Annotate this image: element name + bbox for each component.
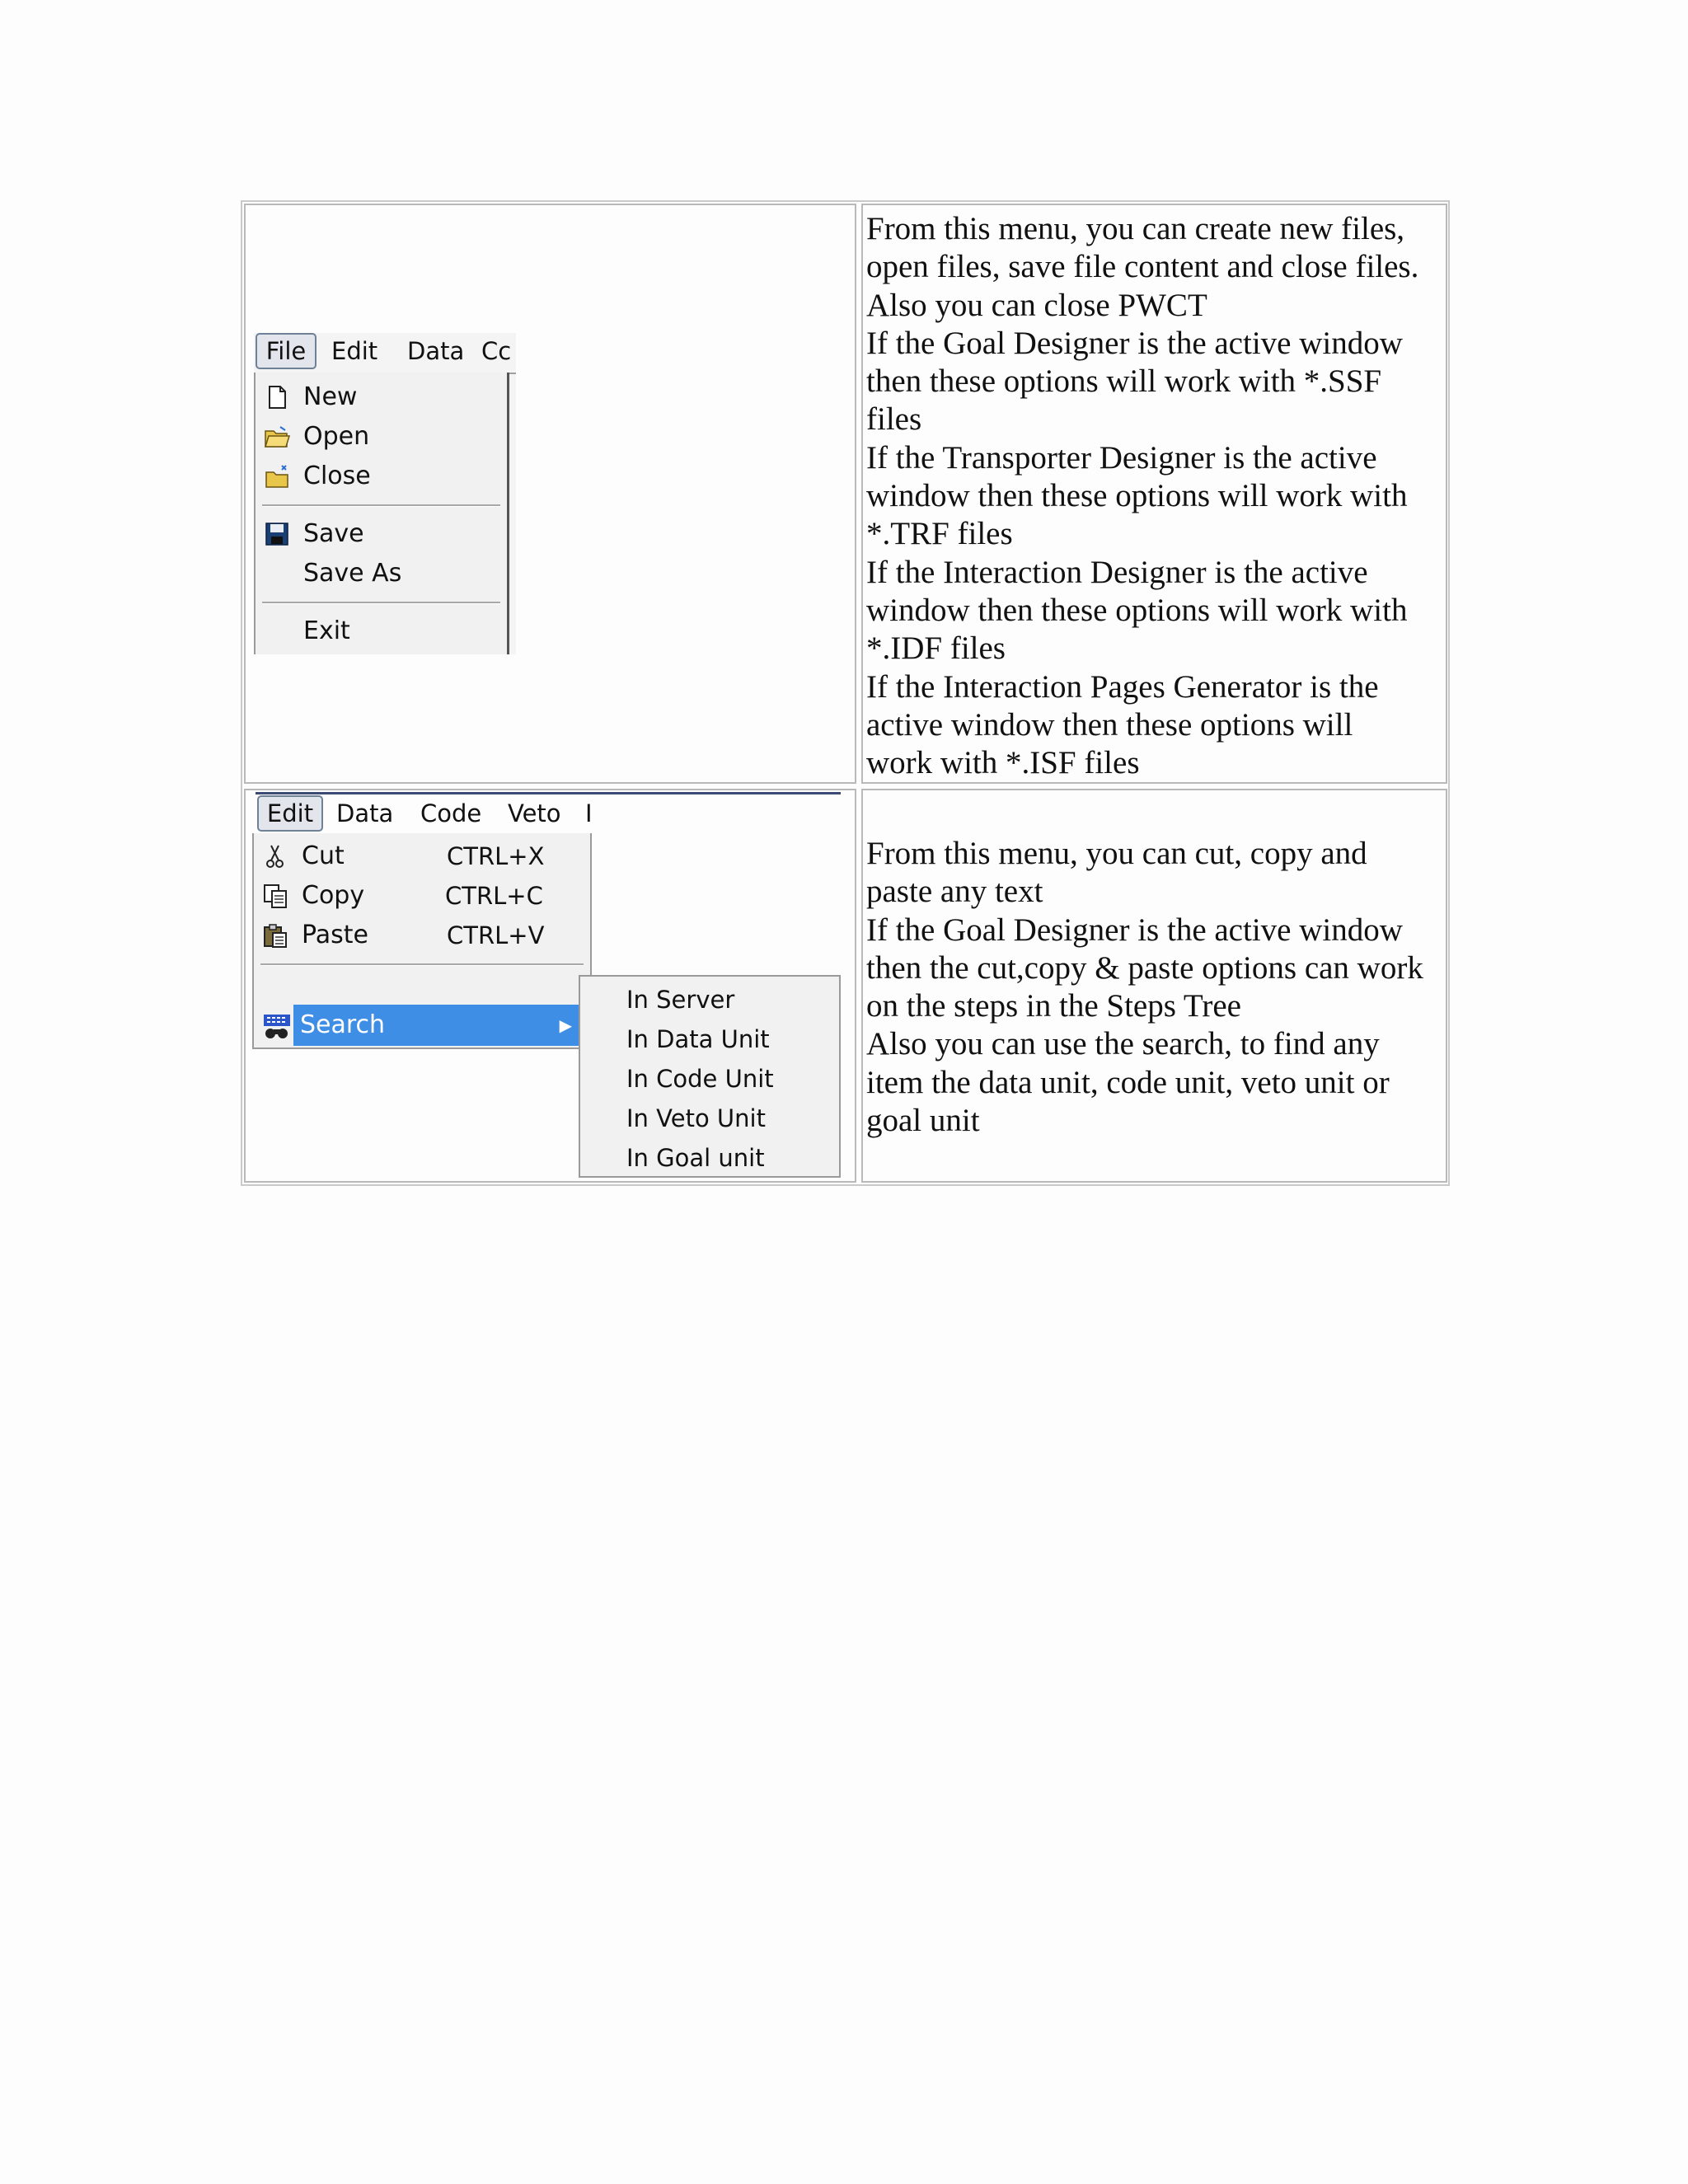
- scissors-icon: [262, 843, 288, 869]
- file-menubar: [254, 333, 516, 374]
- menubar-veto[interactable]: Veto: [508, 799, 561, 827]
- menu-item-new[interactable]: [256, 377, 507, 417]
- edit-description-line: From this menu, you can cut, copy and: [866, 836, 1367, 871]
- menu-item-label: Save: [303, 519, 364, 548]
- file-description-line: Also you can close PWCT: [866, 287, 1207, 323]
- edit-description-line: goal unit: [866, 1103, 980, 1139]
- window-frame-edge: [256, 792, 841, 794]
- menu-item-shortcut: CTRL+X: [447, 842, 545, 870]
- menubar-cut-off[interactable]: I: [585, 799, 593, 827]
- menu-item-cut[interactable]: [254, 837, 590, 876]
- menu-item-label: Paste: [302, 921, 368, 949]
- menu-item-search[interactable]: [293, 1005, 580, 1046]
- edit-description-line: paste any text: [866, 874, 1043, 910]
- edit-description-line: Also you can use the search, to find any: [866, 1026, 1380, 1062]
- file-description-line: then these options will work with *.SSF: [866, 363, 1382, 400]
- edit-description-line: on the steps in the Steps Tree: [866, 988, 1241, 1024]
- edit-menu-screenshot: [251, 792, 846, 1179]
- menubar-cc[interactable]: Cc: [481, 337, 512, 365]
- open-folder-icon: [264, 424, 290, 450]
- menu-item-label: Search: [300, 1010, 386, 1039]
- menu-item-exit[interactable]: [256, 612, 507, 651]
- search-binoculars-icon: [262, 1011, 292, 1041]
- submenu-item-in-code-unit[interactable]: In Code Unit: [626, 1065, 774, 1093]
- file-description-line: files: [866, 401, 922, 438]
- edit-dropdown-lower: [252, 1001, 580, 1049]
- menu-item-save[interactable]: [256, 514, 507, 554]
- file-description-line: If the Interaction Designer is the active: [866, 554, 1368, 590]
- edit-description-cell: [861, 789, 1447, 1183]
- file-description-line: If the Transporter Designer is the active: [866, 439, 1377, 476]
- file-description-line: If the Goal Designer is the active window: [866, 325, 1403, 361]
- file-description-cell: [861, 204, 1447, 784]
- file-description-line: *.TRF files: [866, 516, 1013, 552]
- menubar-data[interactable]: Data: [407, 337, 465, 365]
- file-description-line: From this menu, you can create new files,: [866, 211, 1405, 246]
- close-folder-icon: [264, 463, 290, 490]
- file-description-line: active window then these options will: [866, 706, 1353, 743]
- edit-menu-image-cell: [244, 789, 856, 1183]
- file-description-line: *.IDF files: [866, 630, 1006, 667]
- file-dropdown: [254, 373, 509, 654]
- paste-icon: [262, 922, 288, 949]
- copy-icon: [262, 883, 288, 909]
- menu-item-label: Copy: [302, 881, 365, 910]
- file-description-line: work with *.ISF files: [866, 745, 1140, 781]
- menu-item-label: New: [303, 382, 358, 411]
- file-description-line: window then these options will work with: [866, 592, 1408, 628]
- submenu-item-in-data-unit[interactable]: In Data Unit: [626, 1025, 770, 1053]
- file-description-line: window then these options will work with: [866, 478, 1408, 514]
- menu-item-paste[interactable]: [254, 916, 590, 955]
- edit-description-line: then the cut,copy & paste options can work: [866, 949, 1423, 986]
- menu-item-save-as[interactable]: [256, 554, 507, 593]
- menu-separator: [260, 963, 584, 966]
- floppy-disk-icon: [264, 521, 290, 547]
- edit-dropdown: [252, 833, 592, 1001]
- edit-description-line: If the Goal Designer is the active window: [866, 912, 1403, 948]
- menu-separator: [262, 602, 500, 604]
- submenu-arrow-icon: ▶: [559, 1015, 572, 1035]
- file-menu-image-cell: [244, 204, 856, 784]
- menu-item-shortcut: CTRL+V: [447, 921, 545, 949]
- file-description-line: open files, save file content and close files.: [866, 249, 1419, 285]
- menu-documentation-table: [241, 200, 1450, 1186]
- menu-item-open[interactable]: [256, 417, 507, 457]
- file-menu-screenshot: [254, 333, 516, 654]
- menubar-file[interactable]: File: [256, 333, 316, 369]
- menu-item-label: Cut: [302, 841, 345, 870]
- file-description-line: If the Interaction Pages Generator is the: [866, 668, 1379, 705]
- edit-description-line: item the data unit, code unit, veto unit or: [866, 1064, 1390, 1100]
- menu-item-copy[interactable]: [254, 876, 590, 916]
- menu-item-label: Close: [303, 462, 371, 490]
- submenu-item-in-server[interactable]: In Server: [626, 986, 735, 1014]
- edit-menubar: [256, 795, 841, 835]
- menubar-edit[interactable]: Edit: [331, 337, 378, 365]
- menu-item-close[interactable]: [256, 457, 507, 496]
- menubar-code[interactable]: Code: [420, 799, 482, 827]
- submenu-item-in-goal-unit[interactable]: In Goal unit: [626, 1144, 765, 1172]
- menu-item-label: Save As: [303, 559, 402, 588]
- menu-item-label: Exit: [303, 616, 350, 645]
- menubar-data[interactable]: Data: [336, 799, 394, 827]
- menu-item-shortcut: CTRL+C: [445, 882, 543, 910]
- search-submenu: [579, 975, 841, 1178]
- menu-item-label: Open: [303, 422, 370, 451]
- menu-separator: [262, 504, 500, 507]
- new-file-icon: [264, 384, 290, 410]
- submenu-item-in-veto-unit[interactable]: In Veto Unit: [626, 1104, 766, 1132]
- menubar-edit[interactable]: Edit: [257, 795, 323, 832]
